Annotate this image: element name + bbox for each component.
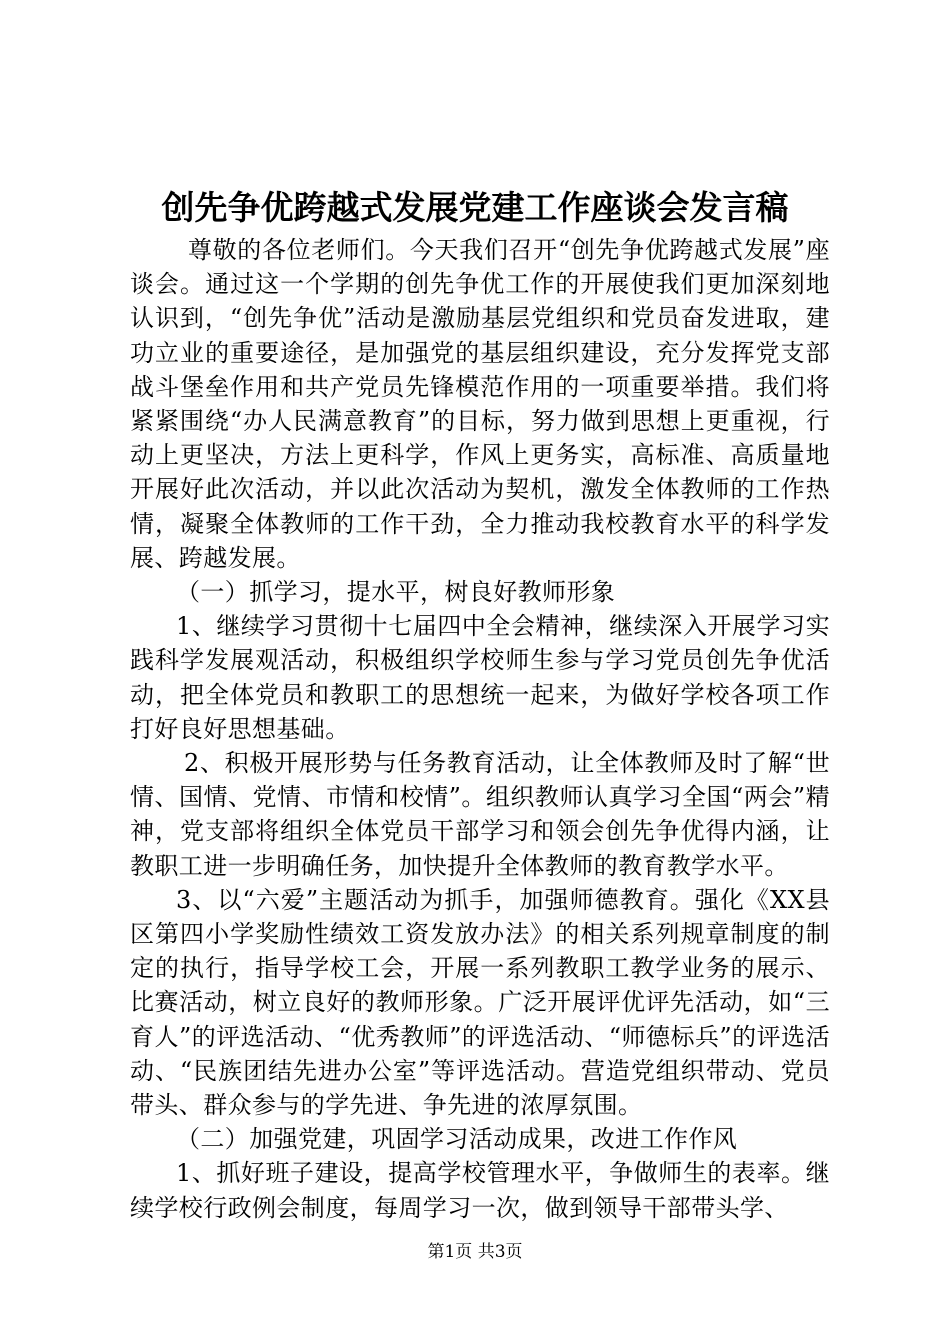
page-footer: 第1页 共3页 xyxy=(427,1242,523,1262)
list-item-2: 2、积极开展形势与任务教育活动，让全体教师及时了解“世情、国情、党情、市情和校情”。组织教师认真学习全国“两会”精神，党支部将组织全体党员干部学习和领会创先争优得内涵，让教职工进一步明确任务，加快提升全体教师的教育教学水平。 xyxy=(130,749,830,880)
section-heading-1: （一）抓学习，提水平，树良好教师形象 xyxy=(176,578,616,607)
page-title: 创先争优跨越式发展党建工作座谈会发言稿 xyxy=(161,188,789,227)
intro-paragraph: 尊敬的各位老师们。今天我们召开“创先争优跨越式发展”座谈会。通过这一个学期的创先争优工作的开展使我们更加深刻地认识到，“创先争优”活动是激励基层党组织和党员奋发进取，建功立业的重要途径，是加强党的基层组织建设，充分发挥党支部战斗堡垒作用和共产党员先锋模范作用的一项重要举措。我们将紧紧围绕“办人民满意教育”的目标，努力做到思想上更重视，行动上更坚决，方法上更科学，作风上更务实，高标准、高质量地开展好此次活动，并以此次活动为契机，激发全体教师的工作热情，凝聚全体教师的工作干劲，全力推动我校教育水平的科学发展、跨越发展。 xyxy=(130,236,830,572)
list-item-4: 1、抓好班子建设，提高学校管理水平，争做师生的表率。继续学校行政例会制度，每周学习一次，做到领导干部带头学、 xyxy=(130,1159,830,1222)
section-heading-2: （二）加强党建，巩固学习活动成果，改进工作作风 xyxy=(176,1125,738,1154)
document-body xyxy=(130,233,830,1225)
list-item-3: 3、以“六爱”主题活动为抓手，加强师德教育。强化《XX县区第四小学奖励性绩效工资发放办法》的相关系列规章制度的制定的执行，指导学校工会，开展一系列教职工教学业务的展示、比赛活动，树立良好的教师形象。广泛开展评优评先活动，如“三育人”的评选活动、“优秀教师”的评选活动、“师德标兵”的评选活动、“民族团结先进办公室”等评选活动。营造党组织带动、党员带头、群众参与的学先进、争先进的浓厚氛围。 xyxy=(130,885,830,1120)
list-item-1: 1、继续学习贯彻十七届四中全会精神，继续深入开展学习实践科学发展观活动，积极组织学校师生参与学习党员创先争优活动，把全体党员和教职工的思想统一起来，为做好学校各项工作打好良好思想基础。 xyxy=(130,612,830,743)
